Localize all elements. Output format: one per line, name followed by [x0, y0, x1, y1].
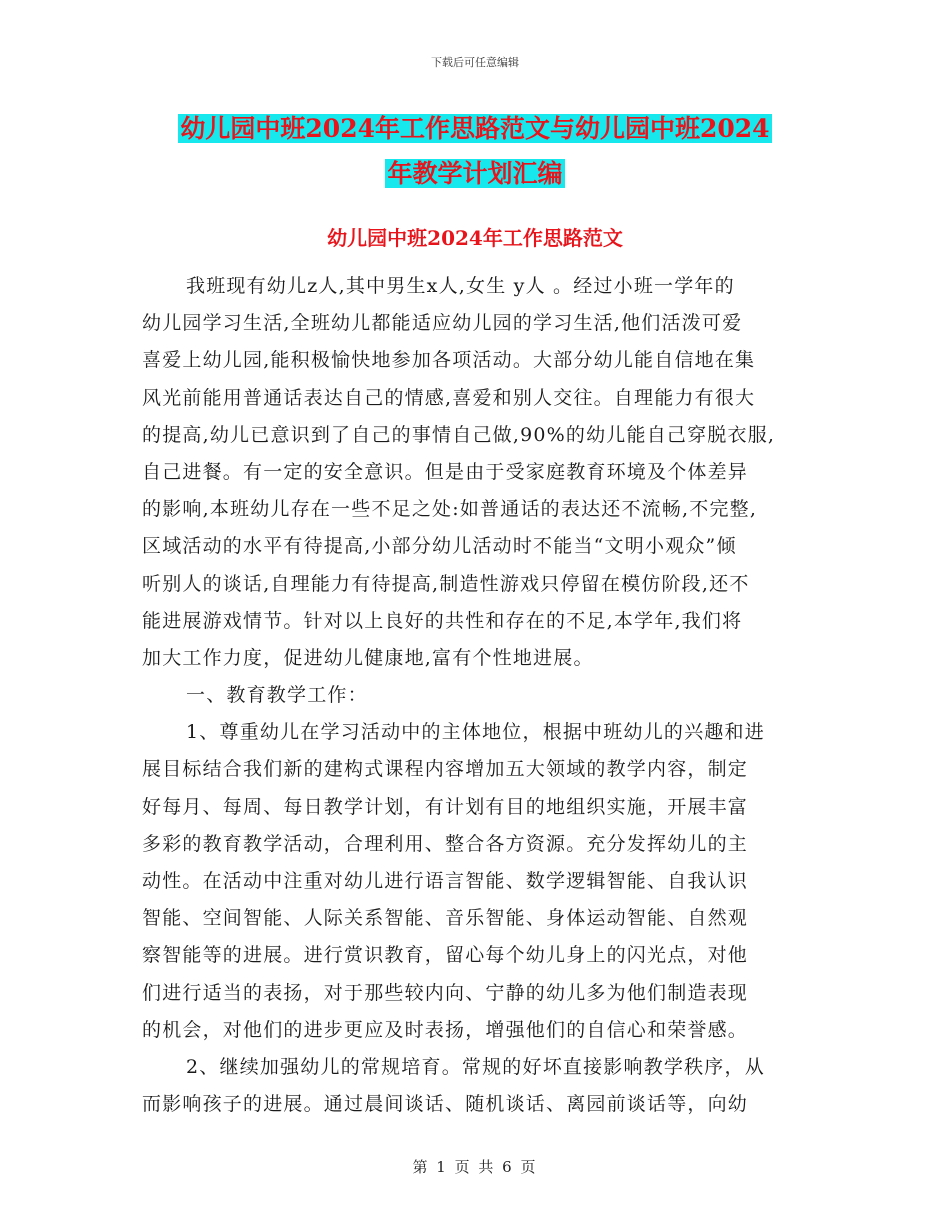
document-title-line-2: [0, 157, 950, 191]
text-line: 风光前能用普通话表达自己的情感,喜爱和别人交往。自理能力有很大: [142, 386, 756, 409]
text-line: 好每月、每周、每日教学计划，有计划有目的地组织实施，开展丰富: [142, 795, 749, 818]
text-line: 的提高,幼儿已意识到了自己的事情自己做,90%的幼儿能自己穿脱衣服,: [142, 423, 776, 446]
text-line: 的影响,本班幼儿存在一些不足之处:如普通话的表达还不流畅,不完整,: [142, 498, 758, 521]
text-line: 我班现有幼儿z人,其中男生x人,女生 y人 。经过小班一学年的: [186, 275, 735, 297]
document-title-line-1: [0, 112, 950, 146]
text-line: 喜爱上幼儿园,能积极愉快地参加各项活动。大部分幼儿能自信地在集: [142, 349, 756, 372]
header-note: 下载后可任意编辑: [431, 56, 519, 69]
text-line: 多彩的教育教学活动，合理利用、整合各方资源。充分发挥幼儿的主: [142, 832, 749, 855]
text-line: 动性。在活动中注重对幼儿进行语言智能、数学逻辑智能、自我认识: [142, 870, 749, 892]
text-line: 区域活动的水平有待提高,小部分幼儿活动时不能当“文明小观众”倾: [142, 535, 737, 558]
text-line: 的机会，对他们的进步更应及时表扬，增强他们的自信心和荣誉感。: [142, 1018, 749, 1041]
text-line: 智能、空间智能、人际关系智能、音乐智能、身体运动智能、自然观: [142, 907, 749, 930]
body-text: [142, 268, 808, 1123]
text-line: 们进行适当的表扬，对于那些较内向、宁静的幼儿多为他们制造表现: [142, 981, 749, 1004]
text-line: 1、尊重幼儿在学习活动中的主体地位，根据中班幼儿的兴趣和进: [186, 721, 765, 744]
title-highlight-1: 幼儿园中班2024年工作思路范文与幼儿园中班2024: [180, 114, 770, 143]
text-line: 自己进餐。有一定的安全意识。但是由于受家庭教育环境及个体差异: [142, 460, 749, 483]
text-line: 展目标结合我们新的建构式课程内容增加五大领域的教学内容，制定: [142, 758, 749, 781]
page-footer: 第 1 页 共 6 页: [412, 1158, 538, 1176]
text-line: 听别人的谈话,自理能力有待提高,制造性游戏只停留在模仿阶段,还不: [142, 572, 750, 595]
text-line: 加大工作力度，促进幼儿健康地,富有个性地进展。: [142, 646, 594, 669]
text-line: 幼儿园学习生活,全班幼儿都能适应幼儿园的学习生活,他们活泼可爱: [142, 312, 743, 335]
text-line: 能进展游戏情节。针对以上良好的共性和存在的不足,本学年,我们将: [142, 609, 743, 632]
section-heading: 一、教育教学工作：: [186, 684, 368, 707]
text-line: 2、继续加强幼儿的常规培育。常规的好坏直接影响教学秩序，从: [186, 1055, 765, 1078]
text-line: 察智能等的进展。进行赏识教育，留心每个幼儿身上的闪光点，对他: [142, 944, 749, 967]
section-title: 幼儿园中班2024年工作思路范文: [327, 226, 623, 250]
text-line: 而影响孩子的进展。通过晨间谈话、随机谈话、离园前谈话等，向幼: [142, 1093, 749, 1116]
title-highlight-2: 年教学计划汇编: [387, 159, 563, 188]
